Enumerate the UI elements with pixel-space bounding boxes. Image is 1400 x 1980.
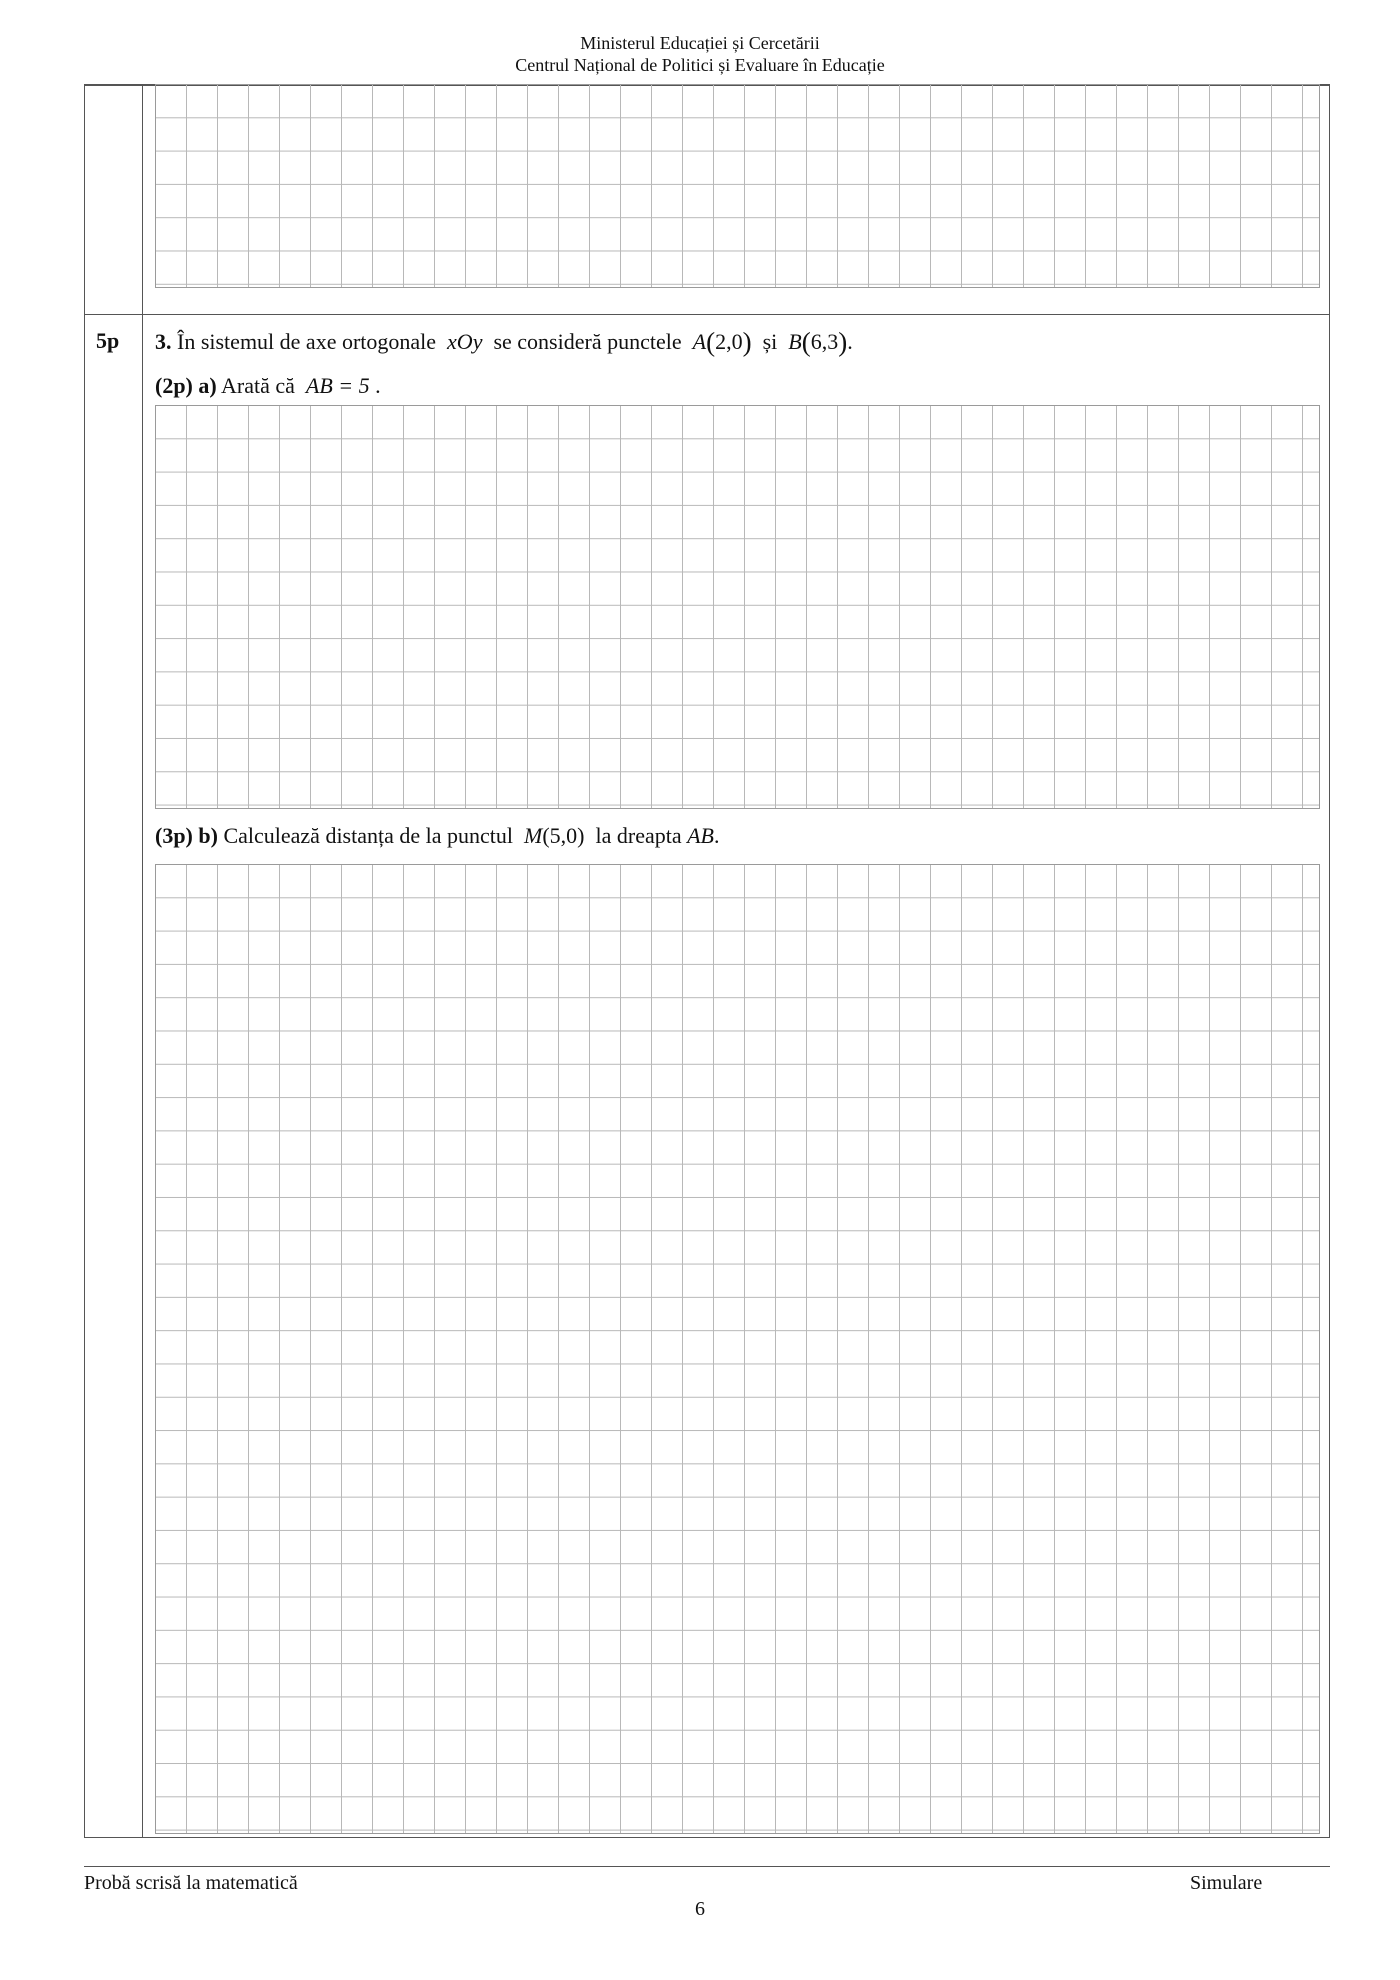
problem-number: 3.	[155, 329, 172, 354]
part-a-end: .	[375, 373, 381, 398]
axes-system: xOy	[447, 329, 483, 354]
problem-text-2: se consideră punctele	[493, 329, 682, 354]
part-a-statement	[155, 372, 381, 400]
part-b-points: (3p)	[155, 823, 193, 848]
problem-text-1: În sistemul de axe ortogonale	[177, 329, 437, 354]
answer-grid-part-a[interactable]	[155, 405, 1320, 809]
point-b-name: B	[788, 329, 802, 354]
part-b-text-2: la dreapta	[595, 823, 682, 848]
part-a-label: a)	[198, 373, 217, 398]
answer-grid-part-b[interactable]	[155, 864, 1320, 1834]
problem-statement: 3. În sistemul de axe ortogonale xOy se consideră punctele A(2,0) și B(6,3).	[155, 327, 853, 357]
point-m-coords: (5,0)	[542, 823, 585, 848]
answer-grid-previous[interactable]	[155, 84, 1320, 288]
point-b-coords: 6,3	[810, 329, 839, 354]
row-divider	[84, 314, 1330, 315]
problem-end: .	[847, 329, 853, 354]
points-column-divider	[142, 84, 143, 1838]
page-header	[0, 32, 1400, 76]
footer-rule	[84, 1866, 1330, 1867]
part-b-statement	[155, 822, 719, 850]
part-b-label: b)	[198, 823, 218, 848]
part-a-expression: AB = 5	[305, 373, 370, 398]
line-ab: AB	[687, 823, 714, 848]
part-a-text: Arată că	[221, 373, 295, 398]
header-center: Centrul Național de Politici și Evaluare în Educație	[515, 55, 885, 75]
point-a-name: A	[692, 329, 707, 354]
point-m-name: M	[524, 823, 543, 848]
point-a-coords: 2,0	[715, 329, 743, 354]
part-b-text: Calculează distanța de la punctul	[223, 823, 513, 848]
footer-exam-type: Simulare	[1190, 1872, 1263, 1894]
footer-exam-name: Probă scrisă la matematică	[84, 1872, 298, 1894]
part-a-points: (2p)	[155, 373, 193, 398]
problem-points: 5p	[96, 328, 120, 353]
part-b-end: .	[713, 823, 720, 848]
header-ministry: Ministerul Educației și Cercetării	[580, 33, 820, 53]
page-number: 6	[695, 1898, 705, 1920]
problem-conj: și	[762, 329, 778, 354]
